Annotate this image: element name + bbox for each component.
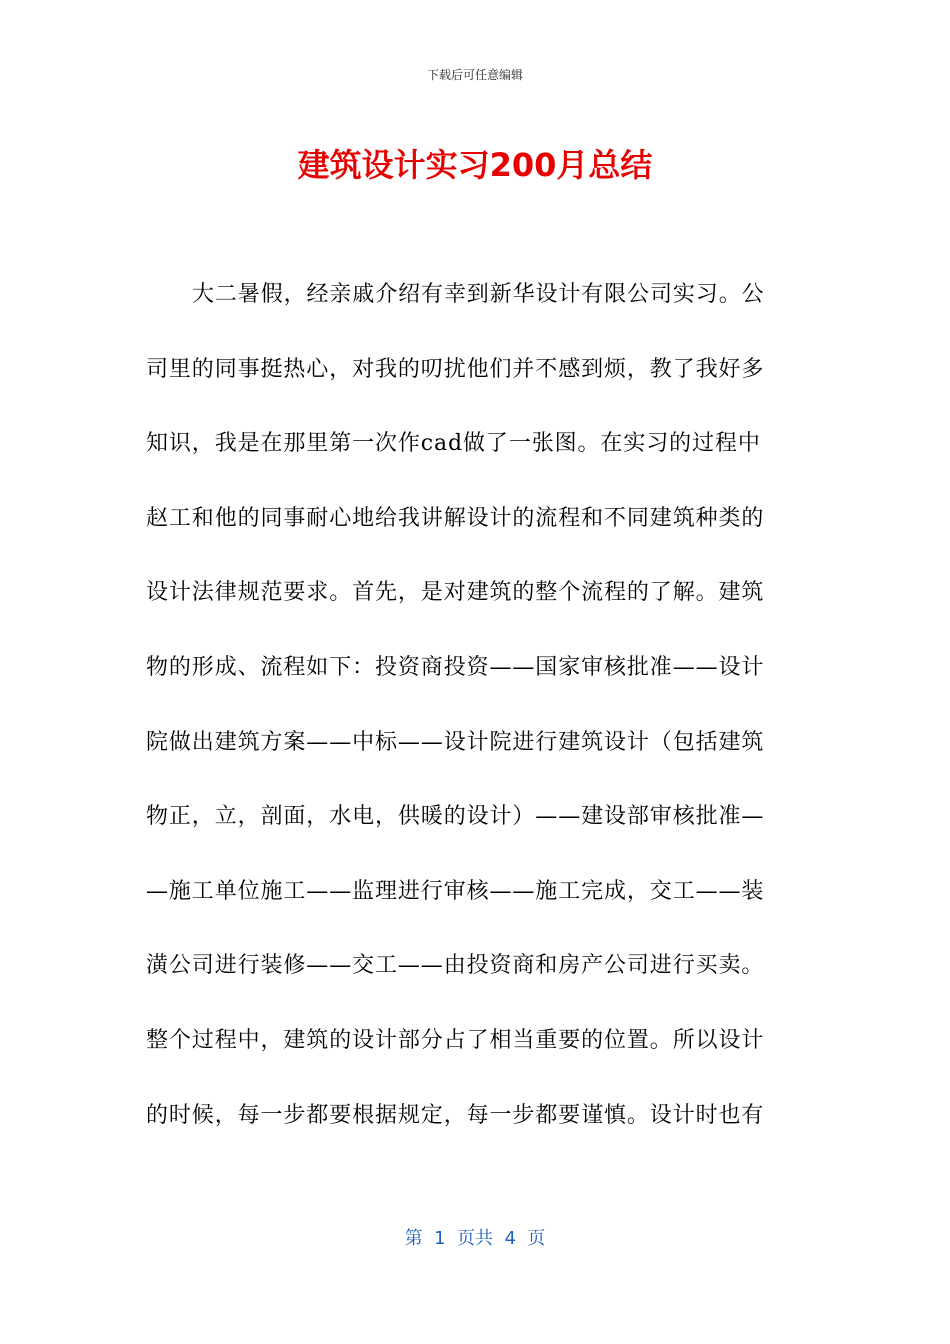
body-line: 物正，立，剖面，水电，供暖的设计）——建设部审核批准— <box>146 804 765 830</box>
body-line: 整个过程中，建筑的设计部分占了相当重要的位置。所以设计 <box>146 1027 765 1053</box>
body-line: 司里的同事挺热心，对我的叨扰他们并不感到烦，教了我好多 <box>146 356 765 382</box>
document-title: 建筑设计实习200月总结 <box>297 146 653 184</box>
body-line: —施工单位施工——监理进行审核——施工完成，交工——装 <box>146 878 765 904</box>
body-line: 物的形成、流程如下：投资商投资——国家审核批准——设计 <box>146 654 765 680</box>
page-number-footer: 第 1 页共 4 页 <box>404 1228 546 1249</box>
body-line: 设计法律规范要求。首先，是对建筑的整个流程的了解。建筑 <box>146 580 765 606</box>
body-line: 的时候，每一步都要根据规定，每一步都要谨慎。设计时也有 <box>146 1102 765 1128</box>
body-line: 院做出建筑方案——中标——设计院进行建筑设计（包括建筑 <box>146 729 765 755</box>
header-note: 下载后可任意编辑 <box>426 68 523 82</box>
body-line: 潢公司进行装修——交工——由投资商和房产公司进行买卖。 <box>146 953 765 979</box>
body-line: 知识，我是在那里第一次作cad做了一张图。在实习的过程中 <box>146 431 761 457</box>
body-line: 赵工和他的同事耐心地给我讲解设计的流程和不同建筑种类的 <box>146 505 765 531</box>
body-paragraph <box>146 258 806 1153</box>
body-line: 大二暑假，经亲戚介绍有幸到新华设计有限公司实习。公 <box>192 282 765 307</box>
